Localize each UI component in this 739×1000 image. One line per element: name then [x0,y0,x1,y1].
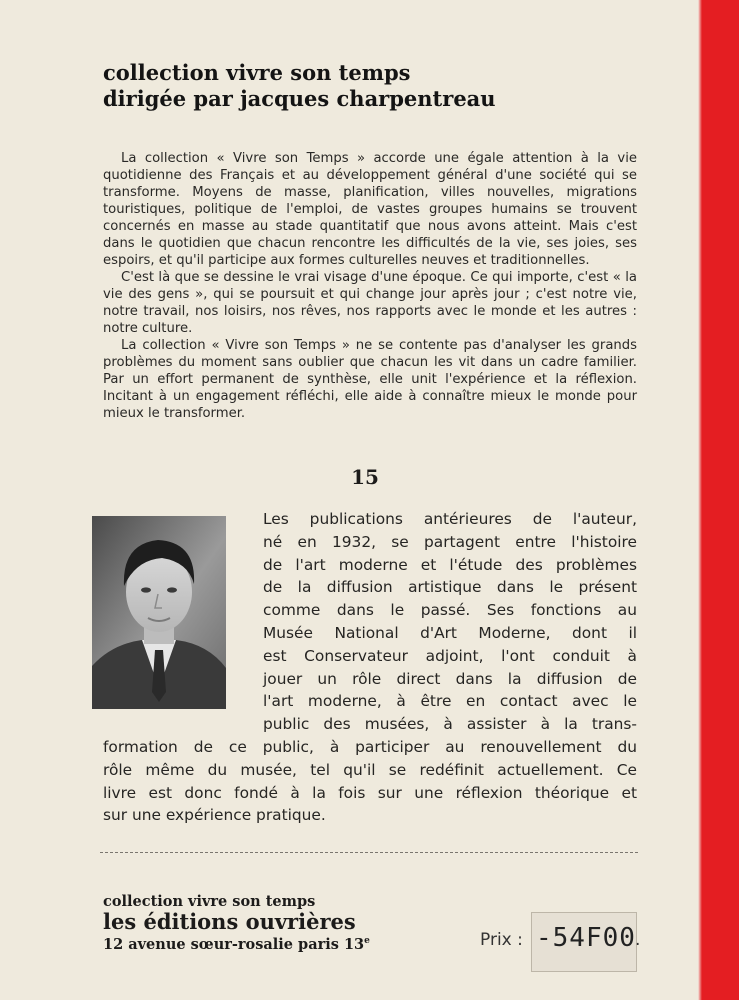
footer-collection: collection vivre son temps [103,893,316,910]
price-value: -54F00 [536,923,636,953]
collection-description [103,150,637,422]
red-cover-edge [698,0,739,1000]
bio-line: formation de ce public, à participer au renouvellement du [103,738,637,756]
author-bio [263,508,637,736]
author-bio-continued [103,736,637,827]
volume-number: 15 [351,465,379,489]
bio-line: de la diffusion artistique dans le présent [263,578,637,597]
bio-line: rôle même du musée, tel qu'il se redéfinit actuellement. Ce [103,760,637,779]
bio-line: jouer un rôle direct dans la diffusion de [263,669,637,688]
bio-line: public des musées, à assister à la trans- [263,715,637,734]
dashed-divider [100,852,638,853]
address-superscript: e [364,936,370,947]
collection-title: collection vivre son temps [103,60,411,85]
intro-paragraph: C'est là que se dessine le vrai visage d'une époque. Ce qui importe, c'est « la vie des gens », qui se poursuit et qui change jour après jour ; c'est notre vie, notre travail, nos loisirs, nos rêves, nos rapports avec le monde et les autres : notre culture. [103,270,637,336]
publisher-address [103,936,370,953]
bio-line: né en 1932, se partagent entre l'histoire [263,532,637,551]
publisher-name: les éditions ouvrières [103,909,356,934]
author-photo [92,516,226,709]
intro-paragraph: La collection « Vivre son Temps » accorde une égale attention à la vie quotidienne des Français et au développement général d'une société qui se transforme. Moyens de masse, planification, villes nouvelles, migrations touristiques, politique de l'emploi, de vastes groupes humains se trouvent concernés en masse au stade quantitatif que nous avons atteint. Mais c'est dans le quotidien que chacun rencontre les difficultés de la vie, ses joies, ses espoirs, et qu'il participe aux formes culturelles neuves et traditionnelles. [103,151,637,268]
bio-line: l'art moderne, à être en contact avec le [263,692,637,711]
collection-header [103,60,496,112]
address-text: 12 avenue sœur-rosalie paris 13 [103,936,365,953]
bio-line: comme dans le passé. Ses fonctions au [263,601,637,620]
bio-line: Les publications antérieures de l'auteur, [263,510,637,528]
price-dot: . [635,930,641,950]
bio-line: sur une expérience pratique. [103,806,326,825]
bio-line: livre est donc fondé à la fois sur une réflexion théorique et [103,783,637,802]
bio-line: est Conservateur adjoint, l'ont conduit à [263,646,637,665]
price-label: Prix : [480,930,523,950]
bio-line: Musée National d'Art Moderne, dont il [263,623,637,642]
bio-line: de l'art moderne et l'étude des problèmes [263,555,637,574]
intro-paragraph: La collection « Vivre son Temps » ne se contente pas d'analyser les grands problèmes du moment sans oublier que chacun les vit dans un cadre familier. Par un effort permanent de synthèse, elle unit l'expérience et la réflexion. Incitant à un engagement réfléchi, elle aide à connaître mieux le monde pour mieux le transformer. [103,338,637,421]
collection-director: dirigée par jacques charpentreau [103,86,496,111]
